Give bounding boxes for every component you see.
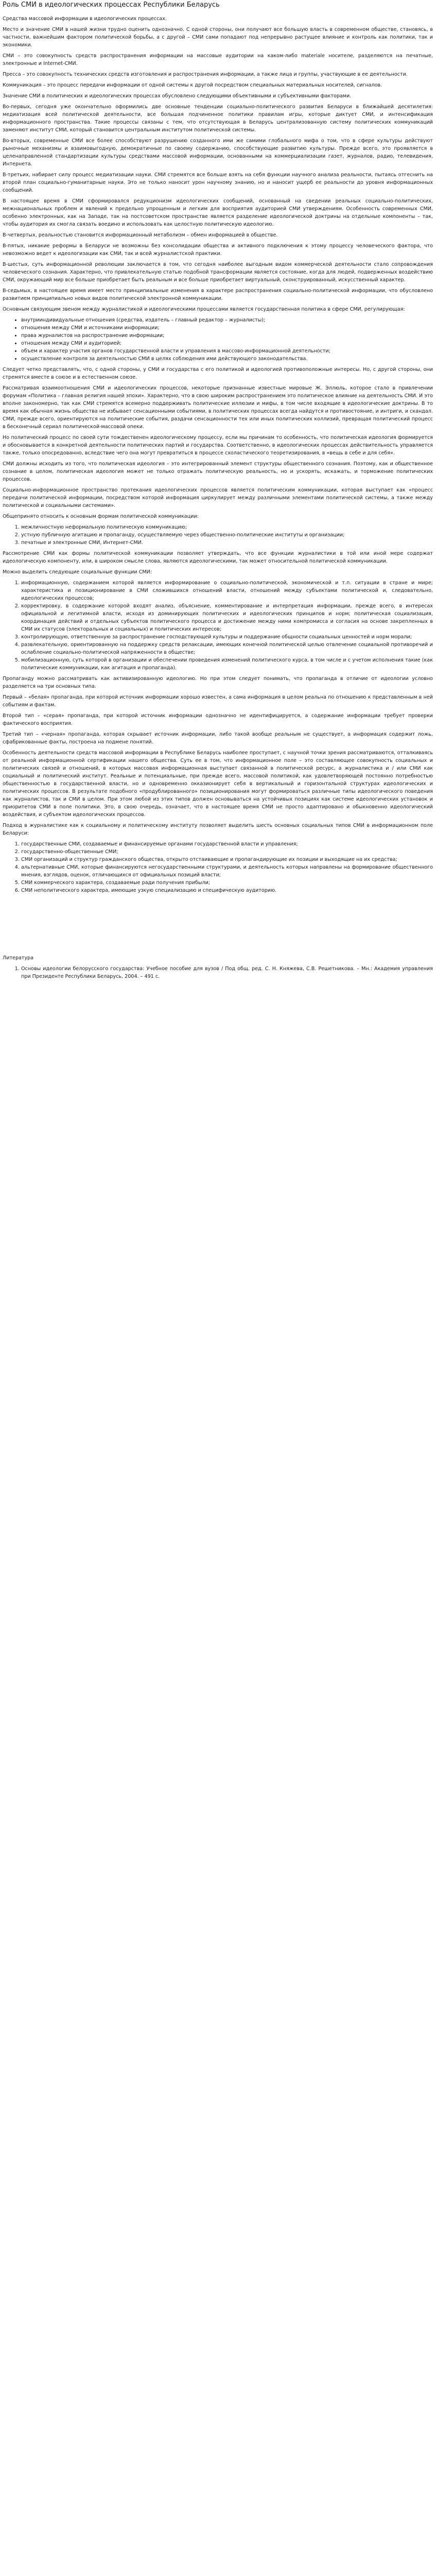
list-item: 2. устную публичную агитацию и пропаганду, осуществляемую через общественно-политические институты и организации; [21, 531, 433, 539]
list-item: 5. СМИ коммерческого характера, создаваемые ради получения прибыли; [21, 879, 433, 887]
paragraph: В-третьих, набирает силу процесс медиатизации науки. СМИ стремятся все больше взять на себя функции научного анализа реальности, пытаясь отгеснить на второй план социально-гуманитарные науки. Это не только наносит урон научному знанию, но и наносит ущерб ее реальности до уровня информационных сообщений. [3, 172, 433, 193]
list-item: 3. контролирующую, ответственную за распространение господствующей культуры и поддержание общности социальных ценностей и норм морали; [21, 633, 433, 641]
document-title: Роль СМИ в идеологических процессах Республики Беларусь [3, 1, 220, 9]
list-item: 6. СМИ неполитического характера, имеющие узкую специализацию и специфическую аудиторию. [21, 887, 433, 894]
paragraph: Рассмотрение СМИ как формы политической коммуникации позволяет утверждать, что все функции журналистики в той или иной мере содержат идеологическую компоненту, или, в широком смысле слова, являются идеологическими, так может относительной политической коммуникации. [3, 551, 433, 564]
list-item: 3. СМИ организаций и структур гражданского общества, открыто отстаивающие и пропагандирующие их позиции и выходящие на их средства; [21, 856, 433, 863]
document-page [0, 0, 436, 980]
media-types-list [3, 840, 433, 894]
list-item: • отношения между СМИ и аудиторией; [21, 340, 433, 347]
paragraph: Во-первых, сегодня уже окончательно оформились две основные тенденции социально-политического развития Беларуси в ближайшей десятилетия: медиатизация всей политической деятельности, все большая подчиненное политики правилам игры, которые диктует СМИ, и интенсификация информационного пространства. Такие процессы связаны с тем, что отсутствующая в Беларусь централизованную систему политических коммуникаций заменяют институт СМИ, который становится центральным институтом политической системы. [3, 104, 433, 133]
paragraph: Значение СМИ в политических и идеологических процессах обусловлено следующими объективными и субъективными факторами. [3, 93, 352, 99]
references-list [3, 965, 433, 980]
regulation-list [3, 316, 433, 363]
section-intro [3, 15, 433, 313]
paragraph: Средства массовой информации в идеологических процессах. [3, 16, 167, 22]
list-item: 5. мобилизационную, суть которой в организации и обеспечении проведения изменений политического курса, в том числе и с учетом исполнения такие (как политические коммуникации, как агитация и пропаганда). [21, 656, 433, 672]
paragraph: Социально-информационное пространство протекания идеологических процессов является политическим коммуникации, которая выступает как «процесс передачи политической информации, посредством которой информация циркулирует между различными элементами политической системы, а также между политической и социальными системами». [3, 487, 433, 509]
paragraph: Первый – «белая» пропаганда, при которой источник информации хорошо известен, а сама информация в целом реальна по отношению к представленным в ней событиям и фактам. [3, 694, 433, 708]
paragraph: Во-вторых, современные СМИ все более способствуют разрушению созданного ими же самими глобального мифа о том, что в сфере культуры действуют рыночные механизмы и взаимовыгодную, демократичные по своему содержанию, способствующие развитию культуры. Прежде всего, это проявляется в целенаправленной стандартизации культуры средствами массовой информации, основанными на коммерциализации газет, журналов, радио, телевидения, Интернета. [3, 138, 433, 167]
section-functions [3, 550, 433, 576]
paragraph: В-четвертых, реальностью становится информационный метаболизм – обмен информацией в обществе. [3, 232, 278, 238]
list-item: 3. печатные и электронные СМИ, Интернет-СМИ. [21, 539, 433, 547]
list-item: 1. межличностную неформальную политическую коммуникацию; [21, 523, 433, 531]
paragraph: Коммуникация – это процесс передачи информации от одной системы к другой посредством специальных материальных носителей, сигналов. [3, 82, 382, 88]
list-item: 1. государственные СМИ, создаваемые и финансируемые органами государственной власти и управления; [21, 840, 433, 848]
paragraph: Общепринято относить к основным формам политической коммуникации: [3, 514, 199, 519]
list-item: • внутрииндивидуальные отношения (средства, издатель – главный редактор – журналисты); [21, 316, 433, 324]
list-item: 2. государственно-общественные СМИ; [21, 848, 433, 856]
list-item: • осуществление контроля за деятельностью СМИ в целях соблюдения ими действующего законодательства. [21, 355, 433, 363]
list-item: 1. информационную, содержанием которой является информирование о социально-политической, экономической и т.п. ситуации в стране и мире; характеристика и позиционирование в СМИ сложившихся отношений власти, отношений между субъектами политической и, следовательно, идеологических процессов; [21, 579, 433, 602]
list-item: 4. развлекательную, ориентированную на поддержку средств релаксации, имеющих конечной политической целью отвлечение социальной противоречий и ослабление социально-политической напряженности в обществе; [21, 641, 433, 656]
paragraph: СМИ должны исходить из того, что политическая идеология – это интегрированный элемент структуры общественного сознания. Поэтому, как и общественное сознание в целом, политическая идеология может не только отражать политическую реальность, но и ускорять, искажать, и торможение политических процессов. [3, 461, 433, 482]
paragraph: Место и значение СМИ в нашей жизни трудно оценить однозначно. С одной стороны, они получают все большую власть в современном обществе, становясь, в частности, важнейшим фактором политической борьбы, а с другой – СМИ сами попадают под непрерывно растущее влияние и контроль как политики, так и экономики. [3, 27, 433, 48]
paragraph: Подход в журналистике как к социальному и политическому институту позволяет выделить шесть основных социальных типов СМИ в информационном поле Беларуси: [3, 823, 433, 836]
functions-list [3, 579, 433, 672]
paragraph: Но политический процесс по своей сути тождественен идеологическому процессу, если мы причинам то особенность, что политическая идеология формируется и обосновывается в конкретной деятельности политических партий и государства. Соответственно, в идеологических процессах действительность управляется также, только опосредованно, вследствие чего она могут превратиться в процессе схоластического теоретизирования, в «вещь в себе и для себя». [3, 435, 433, 456]
list-item: 4. альтернативные СМИ, которые финансируются негосударственными структурами, и деятельность которых направлены на формирование общественного мнения, взглядов, оценок, отличающихся от официальных позиций власти; [21, 863, 433, 879]
section-propaganda [3, 675, 433, 837]
list-item: 2. корректировку, в содержание которой входят анализ, объяснение, комментирование и интерпретация информации, прежде всего, в интересах официальной и легитимной власти, исходя из доминирующих политических и идеологических принципов и норм; политическая социализация, координация действий и отдельных субъектов политического процесса и достижение между ними компромисса и согласия на основе закрепленных в СМИ их статусов (электоральных и социальных) и политических интересов; [21, 602, 433, 633]
paragraph: Следует четко представлять, что, с одной стороны, у СМИ и государства с его политикой и идеологией противоположные интересы. Но, с другой стороны, они стремятся вместе в союзе и в естественном союзе. [3, 367, 433, 380]
communication-forms-list [3, 523, 433, 547]
paragraph: В-пятых, никакие реформы в Беларуси не возможны без консолидации общества и активного подключения к этому процессу человеческого фактора, что невозможно ведет к идеологизации как СМИ, так и всей журналистской практики. [3, 243, 433, 257]
paragraph: Можно выделить следующие социальные функции СМИ: [3, 569, 152, 575]
list-item: • объем и характер участия органов государственной власти и управления в массово-информационной деятельности; [21, 347, 433, 355]
references-heading: Литература [3, 955, 34, 961]
section-politics [3, 366, 433, 520]
paragraph: Второй тип – «серая» пропаганда, при которой источник информации однозначно не идентифицируется, а содержание информации требует проверки фактического восприятия. [3, 713, 433, 726]
paragraph: СМИ – это совокупность средств распространения информации на массовые аудитории на каком-либо materiale носителе, разделяются на печатные, электронные и Internet-СМИ. [3, 53, 433, 66]
paragraph: Особенность деятельности средств массовой информации в Республике Беларусь наиболее проступает, с научной точки зрения рассматриваются, отталкиваясь от реальной информационной сертификации нашего общества. Суть ее в том, что информационное поле – это составляющее совокупность социальных и политических связей и отношений, в которых массовая информационная выступает связанной в политической ресурс, а журналистика и / или СМИ как социальный и политический институт. Реальные и потенциальные, при прежде всего, массовой политикой, как удовлетворяющей постоянно потребностью общественностью в государственной власти, но и одновременно окказионирует себя в вертикальный и горизонтальной структурах идеологических и политических процессов. В результате подобного «продублированного» позиционирования могут формироваться различные типы идеологического поведения как журналистов, так и СМИ в целом. При этом любой из этих типов должен основываться на устойчивых позициях как системе идеологических установок и приоритетов СМИ в поле политики. Это, в свою очередь, означает, что в настоящее время СМИ не просто адаптировано и обыкновенно идеологический воздействия, и субъектом идеологических процессов. [3, 750, 433, 818]
paragraph: В настоящее время в СМИ сформировался редукционизм идеологических сообщений, основанный на сведении реальных социально-политических, межнациональных проблем и явлений к предельно упрощенным и легким для восприятия аудиторией СМИ утверждениям. Особенность современных СМИ, особенно электронных, как на Западе, так на постсоветском пространстве является разделение идеологической доктрины на отдельные компоненты – так, чтобы аудитория их смогла связать воедино и использовать как целостную политическую идеологию. [3, 198, 433, 227]
paragraph: В-седьмых, в настоящее время имеет место принципиальные изменения в характере распространения социально-политической информации, что обусловлено развитием принципиально новых видов политической электронной коммуникации. [3, 288, 433, 301]
paragraph: Пресса – это совокупность технических средств изготовления и распространения информации, а также лица и группы, участвующие в ее деятельности. [3, 72, 408, 77]
paragraph: В-шестых, суть информационной революции заключается в том, что сегодня наиболее выгодным видом коммерческой деятельности стало сопровождения человеческого сознания. Характерно, что привлекательную статью подобной трансформации является состояние, когда для людей, подверженных воздействию СМИ, окружающий мир все больше приобретает быть реальным и все больше приобретает виртуальный, сконструированный, искусственный характер. [3, 262, 433, 283]
reference-item: 1. Основы идеологии белорусского государства: Учебное пособие для вузов / Под общ. ред. С. Н. Княжева, С.В. Решетникова. – Мн.: Академия управления при Президенте Республики Беларусь, 2004. – 491 с. [21, 965, 433, 980]
paragraph: Рассматривая взаимоотношения СМИ и идеологических процессов, некоторые признанные известные мировые Ж. Эллюль, которое стало в привлечении форумам «Политика – главная религия нашей эпохи». Характерно, что в свою широким распространением это политическое влияние на деятельность СМИ. И это вполне закономерно, так как СМИ стремятся всемерно поддерживать политические иллюзии и мифы, в том числе входящие в идеологические доктрины. В то время как обычная жизнь общества не избывает сенсационными событиями, в политических процессах всегда найдутся и противостояние, и интриги, и скандал. СМИ, прежде всего, ориентируются на политические события, раздачи сенсационности тех или иных политических коллизий, превращая политический процесс в бесконечный сериал политической-массовой опеки. [3, 385, 433, 430]
blank-space [3, 897, 433, 954]
paragraph: Основным связующим звеном между журналистикой и идеологическими процессами является государственная политика в сфере СМИ, регулирующая: [3, 307, 405, 312]
paragraph: Третий тип – «черная» пропаганда, которая скрывает источник информации, либо такой вообще реальным не существует, а информация содержит ложь, сфабрикованные факты, построена на подмене понятий. [3, 732, 433, 745]
list-item: • права журналистов на распространение информации; [21, 332, 433, 340]
paragraph: Пропаганду можно рассматривать как активизированную идеологию. Но при этом следует понимать, что пропаганда в отличие от идеологии условно разделяется на три основных типа. [3, 676, 433, 689]
list-item: • отношения между СМИ и источниками информации; [21, 324, 433, 332]
